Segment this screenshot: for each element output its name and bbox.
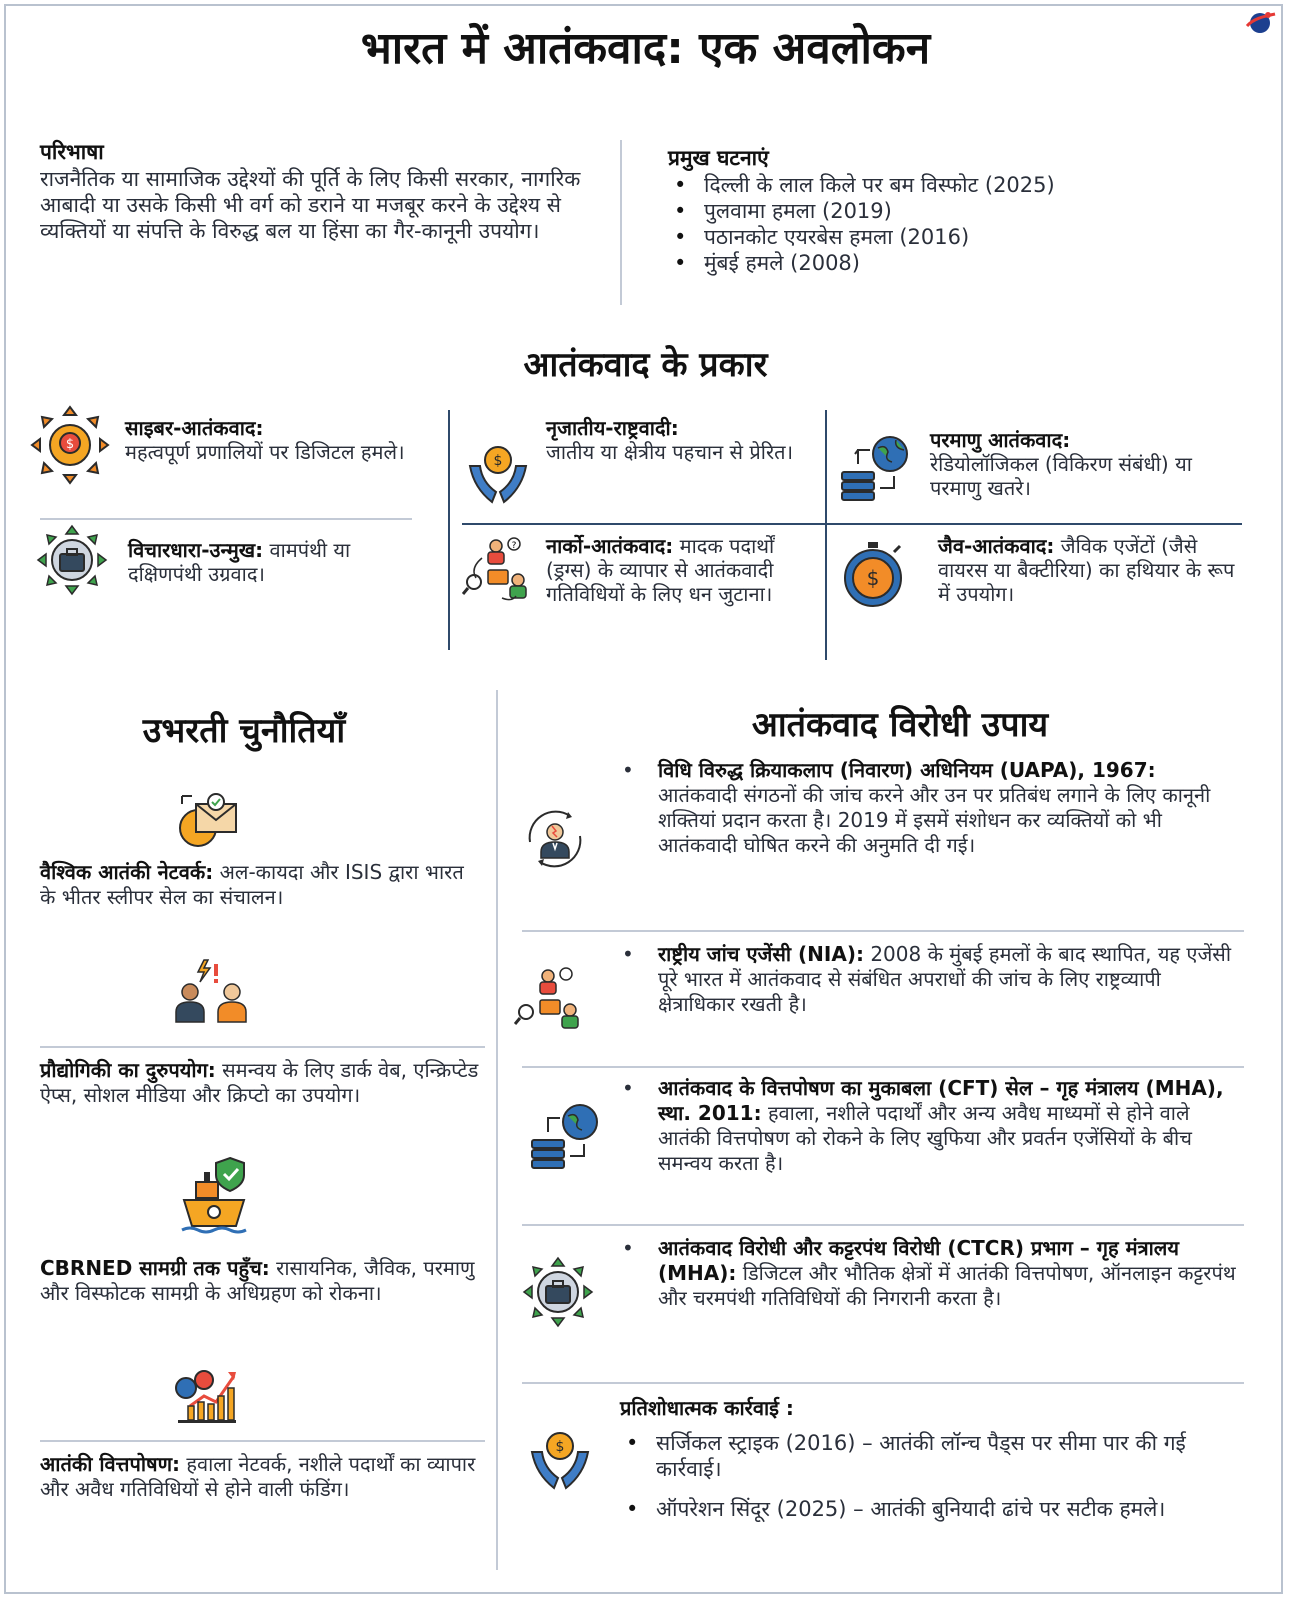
event-item: • मुंबई हमले (2008) <box>668 250 1248 276</box>
coin-timer-icon <box>838 540 908 610</box>
type-label: जैव-आतंकवाद: <box>938 534 1055 558</box>
retaliation-block <box>620 1394 1240 1421</box>
type-desc: वामपंथी या दक्षिणपंथी उग्रवाद। <box>128 538 351 586</box>
challenge-label: वैश्विक आतंकी नेटवर्क: <box>40 860 214 884</box>
event-item: • दिल्ली के लाल किले पर बम विस्फोट (2025) <box>668 172 1248 198</box>
svg-text:$: $ <box>493 453 503 469</box>
challenge-global-network <box>40 860 480 910</box>
type-desc: मादक पदार्थों (ड्रग्स) के व्यापार से आतंकवादी गतिविधियों के लिए धन जुटाना। <box>546 534 775 606</box>
hands-coin-icon <box>466 436 530 506</box>
challenge-label: CBRNED सामग्री तक पहुँच: <box>40 1256 270 1280</box>
mail-gear-icon <box>176 790 242 852</box>
network-people-icon <box>462 534 534 606</box>
measures-heading: आतंकवाद विरोधी उपाय <box>751 705 1049 745</box>
person-cycle-icon <box>522 806 588 872</box>
type-label: नार्को-आतंकवाद: <box>546 534 674 558</box>
measure-label: राष्ट्रीय जांच एजेंसी (NIA): <box>658 942 864 966</box>
retaliation-item: • सर्जिकल स्ट्राइक (2016) – आतंकी लॉन्च पैड्स पर सीमा पार की गई कार्रवाई। <box>620 1430 1240 1482</box>
measure-desc: आतंकवादी संगठनों की जांच करने और उन पर प्रतिबंध लगाने के लिए कानूनी शक्तियां प्रदान करता है। 2019 में इसमें संशोधन कर व्यक्तियों को भी आतंकवादी घोषित करने की अनुमति दी गई। <box>658 783 1211 857</box>
measure-nia <box>622 942 1238 1017</box>
challenge-terror-finance <box>40 1452 480 1502</box>
people-alert-icon <box>172 958 252 1024</box>
globe-server-icon <box>528 1100 602 1172</box>
globe-server-icon <box>838 432 912 504</box>
retaliation-item: • ऑपरेशन सिंदूर (2025) – आतंकी बुनियादी ढांचे पर सटीक हमले। <box>620 1496 1240 1522</box>
briefcase-arrows-icon <box>36 524 108 596</box>
events-list <box>668 172 1248 276</box>
measure-divider <box>522 1382 1244 1384</box>
retaliation-list <box>620 1430 1240 1522</box>
type-desc: जातीय या क्षेत्रीय पहचान से प्रेरित। <box>546 440 794 464</box>
section-divider <box>496 690 498 1570</box>
type-desc: महत्वपूर्ण प्रणालियों पर डिजिटल हमले। <box>125 440 405 464</box>
gear-location-icon <box>28 403 112 487</box>
challenge-label: आतंकी वित्तपोषण: <box>40 1452 181 1476</box>
challenges-heading: उभरती चुनौतियाँ <box>142 711 346 751</box>
definition-heading: परिभाषा <box>40 140 104 164</box>
events-block <box>668 144 1248 276</box>
briefcase-arrows-icon <box>522 1256 594 1328</box>
svg-text:$: $ <box>866 566 880 590</box>
measure-label: विधि विरुद्ध क्रियाकलाप (निवारण) अधिनियम (UAPA), 1967: <box>658 758 1156 782</box>
types-divider-v1 <box>448 410 450 650</box>
challenge-divider <box>40 1046 485 1048</box>
svg-text:?: ? <box>511 541 517 551</box>
types-divider-h1 <box>40 518 412 520</box>
chart-gears-icon <box>172 1366 238 1424</box>
measure-desc: 2008 के मुंबई हमलों के बाद स्थापित, यह एजेंसी पूरे भारत में आतंकवाद से संबंधित अपराधों की जांच के लिए राष्ट्रव्यापी क्षेत्राधिकार रखती है। <box>658 942 1232 1016</box>
event-item: • पुलवामा हमला (2019) <box>668 198 1248 224</box>
challenge-desc: अल-कायदा और ISIS द्वारा भारत के भीतर स्लीपर सेल का संचालन। <box>40 860 464 909</box>
type-desc: जैविक एजेंटों (जैसे वायरस या बैक्टीरिया) का हथियार के रूप में उपयोग। <box>938 534 1235 606</box>
type-card-bio <box>938 534 1238 606</box>
retaliation-heading: प्रतिशोधात्मक कार्रवाई : <box>620 1396 794 1420</box>
types-divider-h2 <box>462 523 1242 525</box>
bullet-dot-icon: • <box>622 758 634 782</box>
measure-ctcr <box>622 1236 1238 1311</box>
challenge-desc: हवाला नेटवर्क, नशीले पदार्थों का व्यापार और अवैध गतिविधियों से होने वाली फंडिंग। <box>40 1452 476 1501</box>
challenge-label: प्रौद्योगिकी का दुरुपयोग: <box>40 1058 216 1082</box>
challenge-desc: रासायनिक, जैविक, परमाणु और विस्फोटक सामग्री के अधिग्रहण को रोकना। <box>40 1256 475 1305</box>
svg-text:$: $ <box>555 1439 565 1455</box>
type-desc: रेडियोलॉजिकल (विकिरण संबंधी) या परमाणु खतरे। <box>930 452 1192 500</box>
type-card-ideology <box>128 538 428 586</box>
type-label: साइबर-आतंकवाद: <box>125 416 264 440</box>
svg-text:$: $ <box>65 437 75 452</box>
measure-divider <box>522 930 1244 932</box>
type-label: विचारधारा-उन्मुख: <box>128 538 264 562</box>
types-divider-v2 <box>825 410 827 660</box>
measure-divider <box>522 1066 1244 1068</box>
challenge-desc: समन्वय के लिए डार्क वेब, एन्क्रिप्टेड ऐप्स, सोशल मीडिया और क्रिप्टो का उपयोग। <box>40 1058 479 1107</box>
definition-block <box>40 138 600 244</box>
event-item: • पठानकोट एयरबेस हमला (2016) <box>668 224 1248 250</box>
type-card-ethno <box>546 416 806 464</box>
measure-desc: डिजिटल और भौतिक क्षेत्रों में आतंकी वित्तपोषण, ऑनलाइन कट्टरपंथ और चरमपंथी गतिविधियों की निगरानी करता है। <box>658 1261 1236 1310</box>
definition-text: राजनैतिक या सामाजिक उद्देश्यों की पूर्ति के लिए किसी सरकार, नागरिक आबादी या उसके किसी भी वर्ग को डराने या मजबूर करने के उद्देश्य से व्यक्तियों या संपत्ति के विरुद्ध बल या हिंसा का गैर-कानूनी उपयोग। <box>40 167 581 243</box>
network-people-icon <box>514 964 586 1036</box>
type-label: परमाणु आतंकवाद: <box>930 428 1071 452</box>
type-label: नृजातीय-राष्ट्रवादी: <box>546 416 679 440</box>
bullet-dot-icon: • <box>622 1236 634 1260</box>
ship-shield-icon <box>180 1156 256 1234</box>
challenge-tech-misuse <box>40 1058 480 1108</box>
challenge-divider <box>40 1440 485 1442</box>
page-title: भारत में आतंकवाद: एक अवलोकन <box>360 23 931 74</box>
bullet-dot-icon: • <box>622 942 634 966</box>
types-heading: आतंकवाद के प्रकार <box>523 345 768 385</box>
type-card-cyber <box>125 416 425 464</box>
measure-label: आतंकवाद के वित्तपोषण का मुकाबला (CFT) सेल – गृह मंत्रालय (MHA), स्था. 2011: <box>658 1076 1224 1125</box>
events-heading: प्रमुख घटनाएं <box>668 146 769 170</box>
type-card-nuclear <box>930 428 1230 500</box>
measure-uapa <box>622 758 1238 858</box>
measure-cft <box>622 1076 1238 1176</box>
measure-label: आतंकवाद विरोधी और कट्टरपंथ विरोधी (CTCR) प्रभाग – गृह मंत्रालय (MHA): <box>658 1236 1179 1285</box>
measure-desc: हवाला, नशीले पदार्थों और अन्य अवैध माध्यमों से होने वाले आतंकी वित्तपोषण को रोकने के लिए खुफिया और प्रवर्तन एजेंसियों के बीच समन्वय करता है। <box>658 1101 1192 1175</box>
hands-coin-icon <box>526 1422 594 1492</box>
challenge-cbrned <box>40 1256 480 1306</box>
bullet-dot-icon: • <box>622 1076 634 1100</box>
measure-divider <box>522 1224 1244 1226</box>
definition-divider <box>620 140 622 305</box>
type-card-narco <box>546 534 806 606</box>
